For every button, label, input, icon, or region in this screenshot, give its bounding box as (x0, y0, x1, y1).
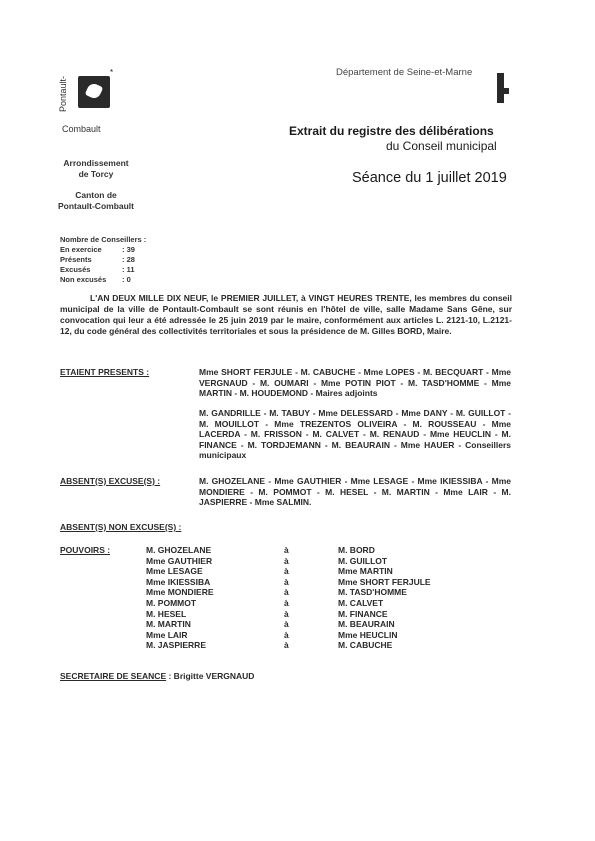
pouvoir-a: à (284, 566, 289, 577)
arrondissement-line: Arrondissement (63, 158, 129, 168)
pouvoir-a: à (284, 576, 289, 587)
pouvoir-to: M. TASD'HOMME (338, 587, 407, 598)
pouvoirs-label: POUVOIRS : (60, 545, 111, 555)
arrondissement-block (40, 158, 152, 180)
pouvoir-to: Mme HEUCLIN (338, 629, 398, 640)
pouvoir-to: M. GUILLOT (338, 555, 388, 566)
canton-block (40, 190, 152, 212)
pouvoir-row (146, 556, 431, 567)
logo-city-text: Combault (62, 124, 101, 134)
pouvoir-row (146, 545, 431, 556)
pouvoir-from: Mme MONDIERE (146, 587, 214, 598)
pouvoir-row (146, 577, 431, 588)
stats-label: Présents (60, 255, 92, 264)
pouvoir-from: M. MARTIN (146, 619, 191, 630)
document-subtitle: du Conseil municipal (386, 139, 497, 153)
presents-conseillers: M. GANDRILLE - M. TABUY - Mme DELESSARD - Mme DANY - M. GUILLOT - M. MOUILLOT - Mme TREZENTOS OLIVEIRA - M. ROUSSEAU - Mme LACERDA - M. FRISSON - M. CALVET - M. RENAUD - Mme HEUCLIN - M. FINANCE - M. TORDJEMANN - M. BEAURAIN - Mme HAUER - Conseillers municipaux (199, 408, 511, 460)
pouvoir-to: Mme MARTIN (338, 566, 393, 577)
pouvoir-from: Mme IKIESSIBA (146, 576, 211, 587)
stats-value: : 28 (122, 255, 135, 264)
secretaire-line (60, 671, 254, 681)
pouvoir-to: M. CABUCHE (338, 640, 393, 651)
pouvoir-a: à (284, 545, 289, 555)
logo-vertical-text: Pontault- (58, 76, 68, 113)
stats-title: Nombre de Conseillers : (60, 235, 147, 244)
stats-value: : 11 (122, 265, 135, 274)
pouvoirs-table (146, 545, 431, 651)
seance-date: Séance du 1 juillet 2019 (352, 170, 507, 186)
departement-label: Département de Seine-et-Marne (336, 67, 473, 78)
pouvoir-row (146, 630, 431, 641)
pouvoir-from: M. JASPIERRE (146, 640, 206, 651)
stats-row (60, 275, 146, 285)
pouvoir-a: à (284, 597, 289, 608)
pouvoir-row (146, 598, 431, 609)
pouvoir-row (146, 566, 431, 577)
stats-label: Excusés (60, 265, 91, 274)
stats-value: : 39 (122, 245, 135, 254)
logo-star-icon: * (110, 68, 114, 77)
presents-label: ETAIENT PRESENTS : (60, 367, 150, 377)
logo-emblem-icon (78, 76, 110, 108)
document-title: Extrait du registre des délibérations (289, 124, 494, 138)
absents-excuses-label: ABSENT(S) EXCUSE(S) : (60, 476, 161, 486)
pouvoir-to: M. BORD (338, 545, 375, 555)
pouvoir-a: à (284, 555, 289, 566)
canton-line: Pontault-Combault (57, 201, 135, 211)
secretaire-label: SECRETAIRE DE SEANCE (60, 671, 167, 681)
pouvoir-a: à (284, 629, 289, 640)
stats-value: : 0 (122, 275, 131, 284)
pouvoir-a: à (284, 640, 289, 651)
pouvoir-from: Mme LAIR (146, 629, 188, 640)
pouvoir-to: M. CALVET (338, 597, 384, 608)
pouvoir-a: à (284, 608, 289, 619)
pouvoir-row (146, 587, 431, 598)
pouvoir-a: à (284, 587, 289, 598)
pouvoir-from: Mme LESAGE (146, 566, 203, 577)
stats-row (60, 255, 146, 265)
arrondissement-line: de Torcy (78, 169, 114, 179)
pouvoir-row (146, 619, 431, 630)
pouvoir-a: à (284, 619, 289, 630)
pouvoir-row (146, 609, 431, 620)
pouvoir-from: M. GHOZELANE (146, 545, 212, 555)
pouvoir-to: M. FINANCE (338, 608, 388, 619)
stats-row (60, 265, 146, 275)
pouvoir-from: M. POMMOT (146, 597, 197, 608)
secretaire-value: : Brigitte VERGNAUD (168, 671, 255, 681)
stats-label: En exercice (60, 245, 102, 254)
stats-label: Non excusés (60, 275, 107, 284)
pouvoir-from: Mme GAUTHIER (146, 555, 213, 566)
corner-mark-small (504, 88, 509, 94)
pouvoir-to: M. BEAURAIN (338, 619, 395, 630)
pouvoir-from: M. HESEL (146, 608, 187, 619)
canton-line: Canton de (75, 190, 117, 200)
stats-row (60, 245, 146, 255)
presents-adjoints: Mme SHORT FERJULE - M. CABUCHE - Mme LOPES - M. BECQUART - Mme VERGNAUD - M. OUMARI - Mme POTIN PIOT - M. TASD'HOMME - Mme MARTIN - M. HOUDEMOND - Maires adjoints (199, 367, 511, 398)
absents-excuses-list: M. GHOZELANE - Mme GAUTHIER - Mme LESAGE - Mme IKIESSIBA - Mme MONDIERE - M. POMMOT - M. HESEL - M. MARTIN - Mme LAIR - M. JASPIERRE - Mme SALMIN. (199, 476, 511, 507)
absents-non-excuses-label: ABSENT(S) NON EXCUSE(S) : (60, 522, 182, 532)
pouvoir-row (146, 640, 431, 651)
pouvoir-to: Mme SHORT FERJULE (338, 576, 431, 587)
councillor-stats (60, 235, 146, 285)
corner-mark (497, 73, 504, 103)
intro-paragraph: L'AN DEUX MILLE DIX NEUF, le PREMIER JUILLET, à VINGT HEURES TRENTE, les membres du conseil municipal de la ville de Pontault-Combault se sont réunis en l'hôtel de ville, salle Madame Sans Gêne, sur convocation qui leur a été adressée le 25 juin 2019 par le maire, conformément aux articles L. 2121-10, L.2121-12, du code général des collectivités territoriales et sous la présidence de M. Gilles BORD, Maire. (60, 293, 512, 336)
city-logo (58, 68, 114, 136)
